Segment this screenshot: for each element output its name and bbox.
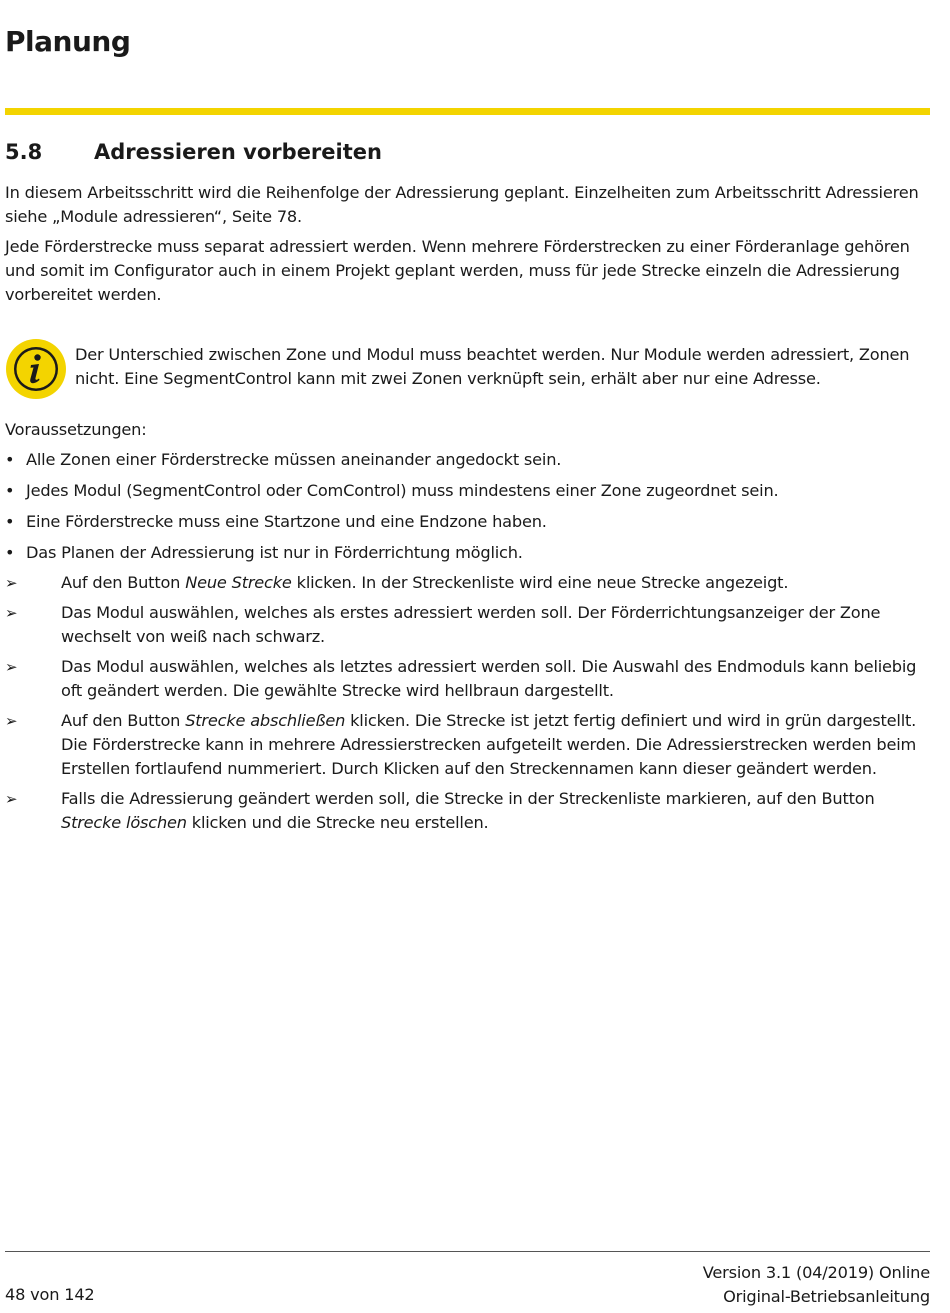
- info-text: Der Unterschied zwischen Zone und Modul muss beachtet werden. Nur Module werden adressiert, Zonen nicht. Eine SegmentControl kann mit zwei Zonen verknüpft sein, erhält aber nur eine Adresse.: [75, 345, 910, 388]
- step-item: ➢ Falls die Adressierung geändert werden soll, die Strecke in der Streckenliste markieren, auf den Button Strecke löschen klicken und die Strecke neu erstellen.: [5, 789, 875, 832]
- footer-divider: [5, 1251, 930, 1252]
- step-item: ➢ Auf den Button Strecke abschließen klicken. Die Strecke ist jetzt fertig definiert und wird in grün dargestellt. Die Förderstrecke kann in mehrere Adressierstrecken aufgeteilt werden. Die Adressierstrecken werden beim Erstellen fortlaufend nummeriert. Durch Klicken auf den Streckennamen kann dieser geändert werden.: [5, 711, 917, 778]
- arrow-icon: ➢: [5, 712, 18, 730]
- step-item: ➢ Das Modul auswählen, welches als letztes adressiert werden soll. Die Auswahl des Endmoduls kann beliebig oft geändert werden. Die gewählte Strecke wird hellbraun dargestellt.: [5, 657, 917, 700]
- list-item: • Das Planen der Adressierung ist nur in Förderrichtung möglich.: [5, 541, 930, 565]
- bullet-icon: •: [5, 481, 15, 500]
- arrow-icon: ➢: [5, 790, 18, 808]
- bullet-icon: •: [5, 543, 15, 562]
- bullet-icon: •: [5, 450, 15, 469]
- button-reference: Neue Strecke: [185, 573, 292, 592]
- title-accent-rule: [5, 108, 930, 115]
- version-label: Version 3.1 (04/2019) Online: [702, 1263, 930, 1282]
- step-item: ➢ Auf den Button Neue Strecke klicken. In der Streckenliste wird eine neue Strecke angezeigt.: [5, 571, 930, 595]
- info-icon: [5, 338, 67, 400]
- steps-list: [5, 571, 930, 841]
- document-type: Original-Betriebsanleitung: [723, 1287, 930, 1306]
- section-title: Adressieren vorbereiten: [94, 140, 382, 164]
- prerequisites-label: Voraussetzungen:: [5, 420, 147, 439]
- section-heading: [5, 140, 382, 164]
- arrow-icon: ➢: [5, 658, 18, 676]
- intro-paragraph-1: In diesem Arbeitsschritt wird die Reihenfolge der Adressierung geplant. Einzelheiten zum Arbeitsschritt Adressieren siehe „Module adressieren“, Seite 78.: [5, 183, 919, 226]
- list-item: • Jedes Modul (SegmentControl oder ComControl) muss mindestens einer Zone zugeordnet sein.: [5, 479, 930, 503]
- prerequisites-list: [5, 448, 930, 572]
- page-title: Planung: [5, 25, 131, 58]
- page-number: 48 von 142: [5, 1285, 95, 1304]
- list-item: • Alle Zonen einer Förderstrecke müssen aneinander angedockt sein.: [5, 448, 930, 472]
- section-number: 5.8: [5, 140, 43, 164]
- intro-paragraph-2: Jede Förderstrecke muss separat adressiert werden. Wenn mehrere Förderstrecken zu einer Förderanlage gehören und somit im Configurator auch in einem Projekt geplant werden, muss für jede Strecke einzeln die Adressierung vorbereitet werden.: [5, 237, 910, 304]
- arrow-icon: ➢: [5, 604, 18, 622]
- footer-meta: [703, 1261, 930, 1309]
- button-reference: Strecke löschen: [61, 813, 187, 832]
- list-item: • Eine Förderstrecke muss eine Startzone und eine Endzone haben.: [5, 510, 930, 534]
- arrow-icon: ➢: [5, 574, 18, 592]
- step-item: ➢ Das Modul auswählen, welches als erstes adressiert werden soll. Der Förderrichtungsanzeiger der Zone wechselt von weiß nach schwarz.: [5, 603, 881, 646]
- button-reference: Strecke abschließen: [185, 711, 346, 730]
- intro-text: [5, 181, 930, 307]
- bullet-icon: •: [5, 512, 15, 531]
